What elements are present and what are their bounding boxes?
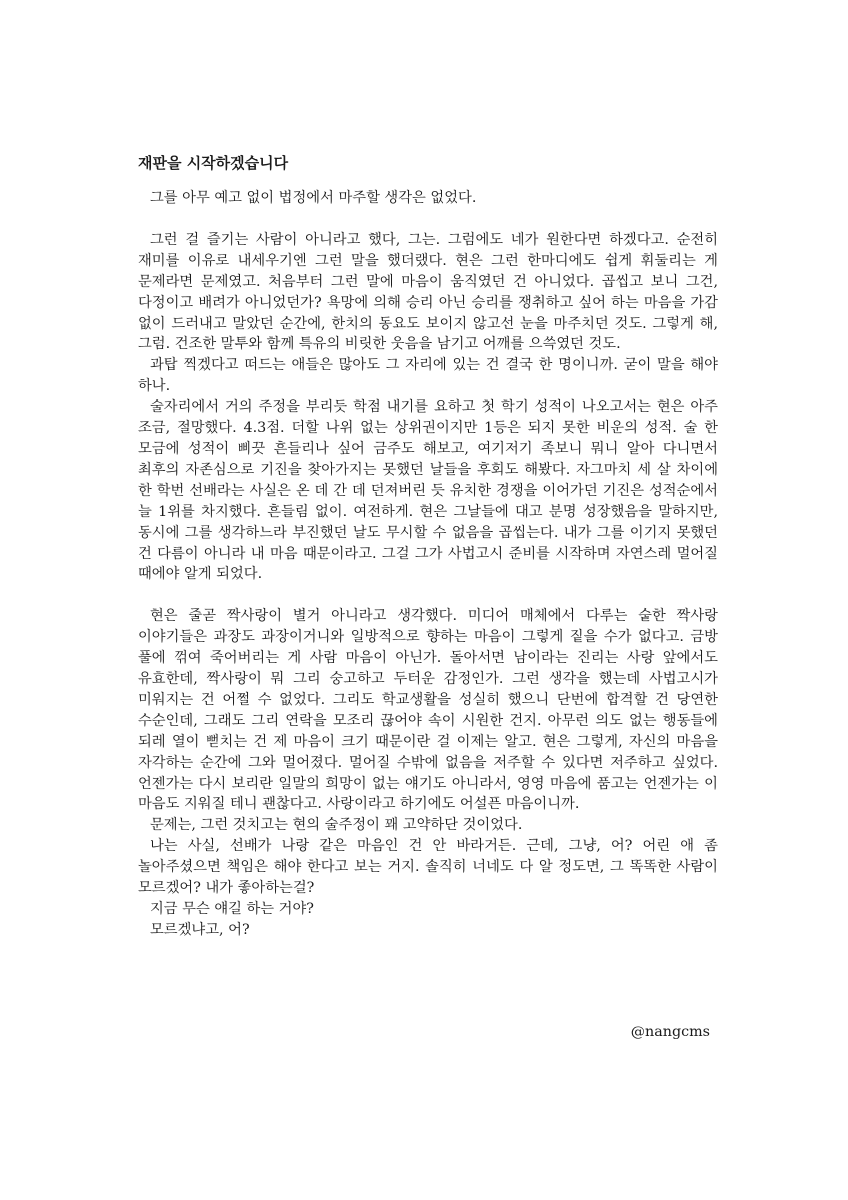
author-signature: @nangcms (630, 1024, 710, 1040)
paragraph-7: 나는 사실, 선배가 나랑 같은 마음인 건 안 바라거든. 근데, 그냥, 어? 어린 애 좀 놀아주셨으면 책임은 해야 한다고 보는 거지. 솔직히 너네도 다 알 정도면, 그 똑똑한 사람이 모르겠어? 내가 좋아하는걸? (138, 838, 718, 897)
paragraph-gap (138, 585, 718, 606)
paragraph-3: 과탑 찍겠다고 떠드는 애들은 많아도 그 자리에 있는 건 결국 한 명이니까. 굳이 말을 해야 하나. (138, 357, 718, 395)
paragraph-gap (138, 209, 718, 230)
paragraph-9: 모르겠냐고, 어? (150, 921, 250, 938)
paragraph-4: 술자리에서 거의 주정을 부리듯 학점 내기를 요하고 첫 학기 성적이 나오고서는 현은 아주 조금, 절망했다. 4.3점. 더할 나위 없는 상위권이지만 1등은 되지 못한 비운의 성적. 술 한 모금에 성적이 삐끗 흔들리나 싶어 금주도 해보고, 여기저기 족보니 뭐니 알아 다니면서 최후의 자존심으로 기진을 찾아가지는 못했던 날들을 후회도 해봤다. 자그마치 세 살 차이에 한 학번 선배라는 사실은 온 데 간 데 던져버린 듯 유치한 경쟁을 이어가던 기진은 성적순에서 늘 1위를 차지했다. 흔들림 없이. 여전하게. 현은 그날들에 대고 분명 성장했음을 말하지만, 동시에 그를 생각하느라 부진했던 날도 무시할 수 없음을 곱씹는다. 내가 그를 이기지 못했던 건 다름이 아니라 내 마음 때문이라고. 그걸 그가 사법고시 준비를 시작하며 자연스레 멀어질 때에야 알게 되었다. (138, 399, 718, 583)
paragraph-6: 문제는, 그런 것치고는 현의 술주정이 꽤 고약하단 것이었다. (150, 817, 523, 834)
paragraph-2: 그런 걸 즐기는 사람이 아니라고 했다, 그는. 그럼에도 네가 원한다면 하겠다고. 순전히 재미를 이유로 내세우기엔 그런 말을 했더랬다. 현은 그런 한마디에도 쉽게 휘둘리는 게 문제라면 문제였고. 처음부터 그런 말에 마음이 움직였던 건 아니었다. 곱씹고 보니 그건, 다정이고 배려가 아니었던가? 욕망에 의해 승리 아닌 승리를 쟁취하고 싶어 하는 마음을 가감 없이 드러내고 말았던 순간에, 한치의 동요도 보이지 않고선 눈을 마주치던 것도. 그렇게 해, 그럼. 건조한 말투와 함께 특유의 비릿한 웃음을 남기고 어깨를 으쓱였던 것도. (138, 231, 718, 353)
document-title: 재판을 시작하겠습니다 (138, 154, 289, 172)
paragraph-1: 그를 아무 예고 없이 법정에서 마주할 생각은 없었다. (150, 190, 477, 206)
document-body (138, 152, 718, 941)
paragraph-5: 현은 줄곧 짝사랑이 별거 아니라고 생각했다. 미디어 매체에서 다루는 숱한 짝사랑 이야기들은 과장도 과장이거니와 일방적으로 향하는 마음이 그렇게 짙을 수가 없다고. 금방 풀에 꺾여 죽어버리는 게 사람 마음이 아닌가. 돌아서면 남이라는 진리는 사랑 앞에서도 유효한데, 짝사랑이 뭐 그리 숭고하고 두터운 감정인가. 그런 생각을 했는데 사법고시가 미워지는 건 어쩔 수 없었다. 그리도 학교생활을 성실히 했으니 단번에 합격할 건 당연한 수순인데, 그래도 그리 연락을 모조리 끊어야 속이 시원한 건지. 아무런 의도 없는 행동들에 되레 열이 뻗치는 건 제 마음이 크기 때문이란 걸 이제는 알고. 현은 그렇게, 자신의 마음을 자각하는 순간에 그와 멀어졌다. 멀어질 수밖에 없음을 저주할 수 있다면 저주하고 싶었다. 언젠가는 다시 보리란 일말의 희망이 없는 얘기도 아니라서, 영영 마음에 품고는 언젠가는 이 마음도 지워질 테니 괜찮다고. 사랑이라고 하기에도 어설픈 마음이니까. (138, 608, 718, 813)
paragraph-8: 지금 무슨 얘길 하는 거야? (150, 901, 314, 917)
